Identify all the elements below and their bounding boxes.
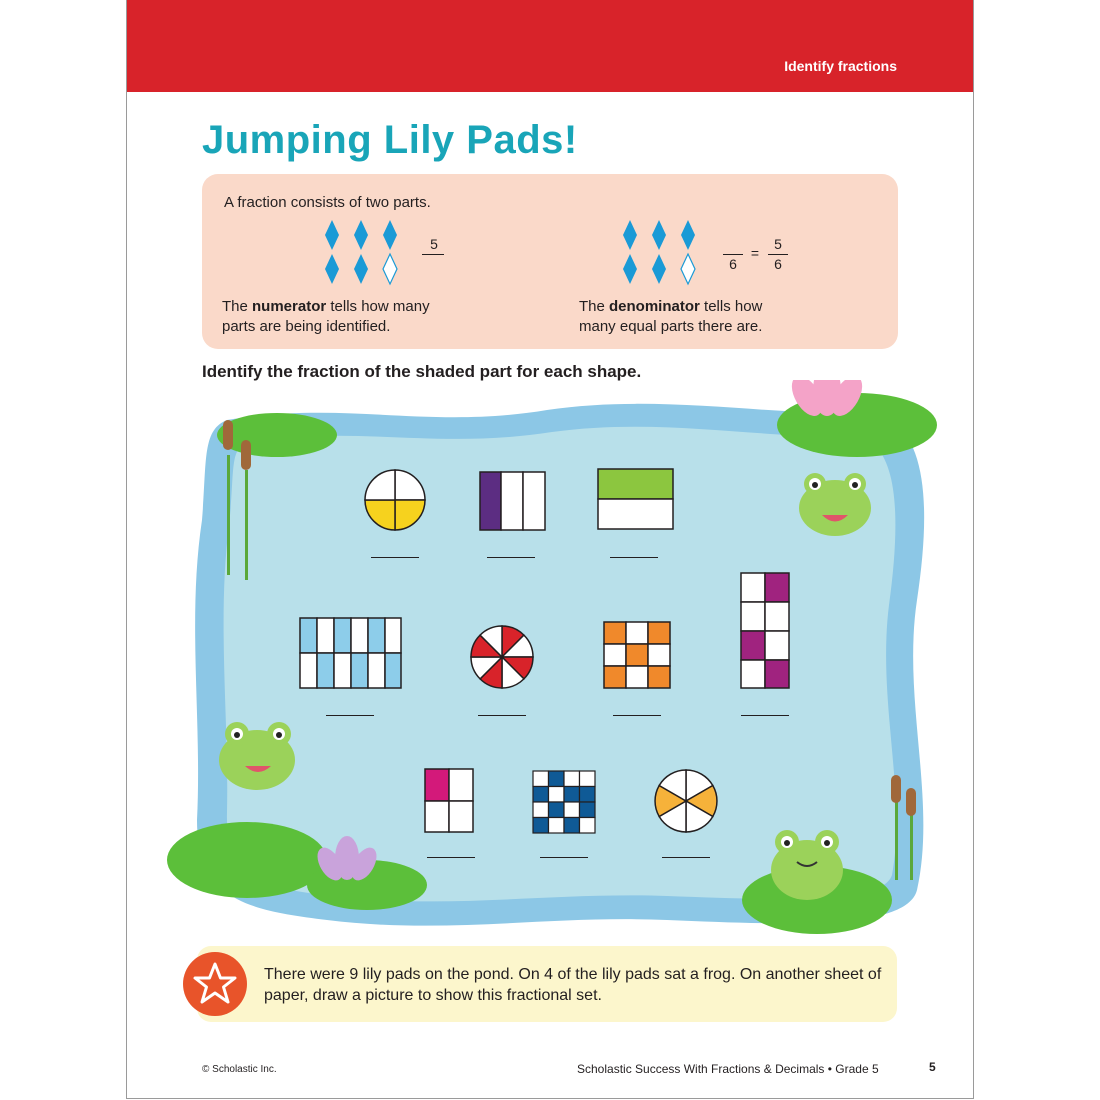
fraction-bar: [422, 254, 444, 255]
numerator-term: numerator: [252, 298, 327, 315]
answer-blank[interactable]: [741, 715, 789, 716]
answer-blank[interactable]: [610, 557, 658, 558]
instruction-text: Identify the fraction of the shaded part for each shape.: [202, 362, 642, 381]
book-title: Scholastic Success With Fractions & Decimals • Grade 5: [577, 1062, 879, 1076]
answer-blank[interactable]: [478, 715, 526, 716]
shape-rectangle-halves: [597, 468, 675, 532]
numerator-value: 5: [430, 236, 438, 252]
grid-cell: [533, 787, 549, 803]
shape-grid-9-orange: [603, 621, 673, 691]
grid-cell: [533, 818, 549, 834]
shape-rectangle-thirds: [479, 471, 547, 531]
denominator-bar: [723, 254, 743, 255]
shape-grid-8-purple: [740, 572, 792, 690]
fraction-info-box: [202, 174, 898, 349]
worksheet-page: [126, 0, 974, 1099]
page-title: Jumping Lily Pads!: [202, 118, 578, 162]
shape-circle-eighths: [469, 624, 535, 690]
grid-cell: [580, 818, 596, 834]
grid-cell: [549, 787, 565, 803]
copyright: © Scholastic Inc.: [202, 1064, 277, 1075]
shape-circle-quarters: [363, 468, 427, 532]
page-number: 5: [929, 1060, 936, 1074]
section-label: Identify fractions: [784, 58, 897, 74]
frog-bottom-right: [771, 830, 843, 900]
grid-cell: [549, 802, 565, 818]
grid-cell: [533, 802, 549, 818]
frog-left: [219, 722, 295, 790]
header-bar: [127, 0, 973, 92]
result-denominator: 6: [774, 256, 782, 272]
lily-pad: [167, 822, 327, 898]
answer-blank[interactable]: [427, 857, 475, 858]
grid-cell: [580, 787, 596, 803]
grid-cell: [549, 771, 565, 787]
star-badge: [183, 952, 247, 1016]
shape-circle-sixths: [653, 768, 719, 834]
grid-cell: [564, 787, 580, 803]
lily-pad: [217, 413, 337, 457]
star-icon: [183, 952, 247, 1016]
equals-sign: =: [750, 245, 760, 261]
result-numerator: 5: [774, 236, 782, 252]
result-bar: [768, 254, 788, 255]
answer-blank[interactable]: [662, 857, 710, 858]
denominator-value: 6: [729, 256, 737, 272]
grid-cell: [533, 771, 549, 787]
answer-blank[interactable]: [326, 715, 374, 716]
answer-blank[interactable]: [613, 715, 661, 716]
answer-blank[interactable]: [487, 557, 535, 558]
numerator-diamonds: [318, 218, 418, 288]
denominator-explanation: The denominator tells how many equal parts there are.: [579, 298, 763, 335]
info-intro: A fraction consists of two parts.: [224, 194, 431, 211]
denominator-diamonds: [616, 218, 716, 288]
frog-top-right: [799, 473, 871, 536]
answer-blank[interactable]: [371, 557, 419, 558]
numerator-explanation: The numerator tells how many parts are being identified.: [222, 298, 430, 335]
grid-cell: [564, 771, 580, 787]
grid-cell: [580, 802, 596, 818]
answer-blank[interactable]: [540, 857, 588, 858]
grid-cell: [580, 771, 596, 787]
pond-illustration: [167, 380, 947, 940]
shape-grid-16-blue: [532, 770, 596, 834]
denominator-term: denominator: [609, 298, 700, 315]
grid-cell: [549, 818, 565, 834]
grid-cell: [564, 802, 580, 818]
shape-square-quarters: [424, 768, 476, 834]
grid-cell: [564, 818, 580, 834]
shape-grid-12: [299, 617, 403, 689]
challenge-text: There were 9 lily pads on the pond. On 4 of the lily pads sat a frog. On another sheet of paper, draw a picture to show this fractional set.: [264, 966, 882, 1004]
